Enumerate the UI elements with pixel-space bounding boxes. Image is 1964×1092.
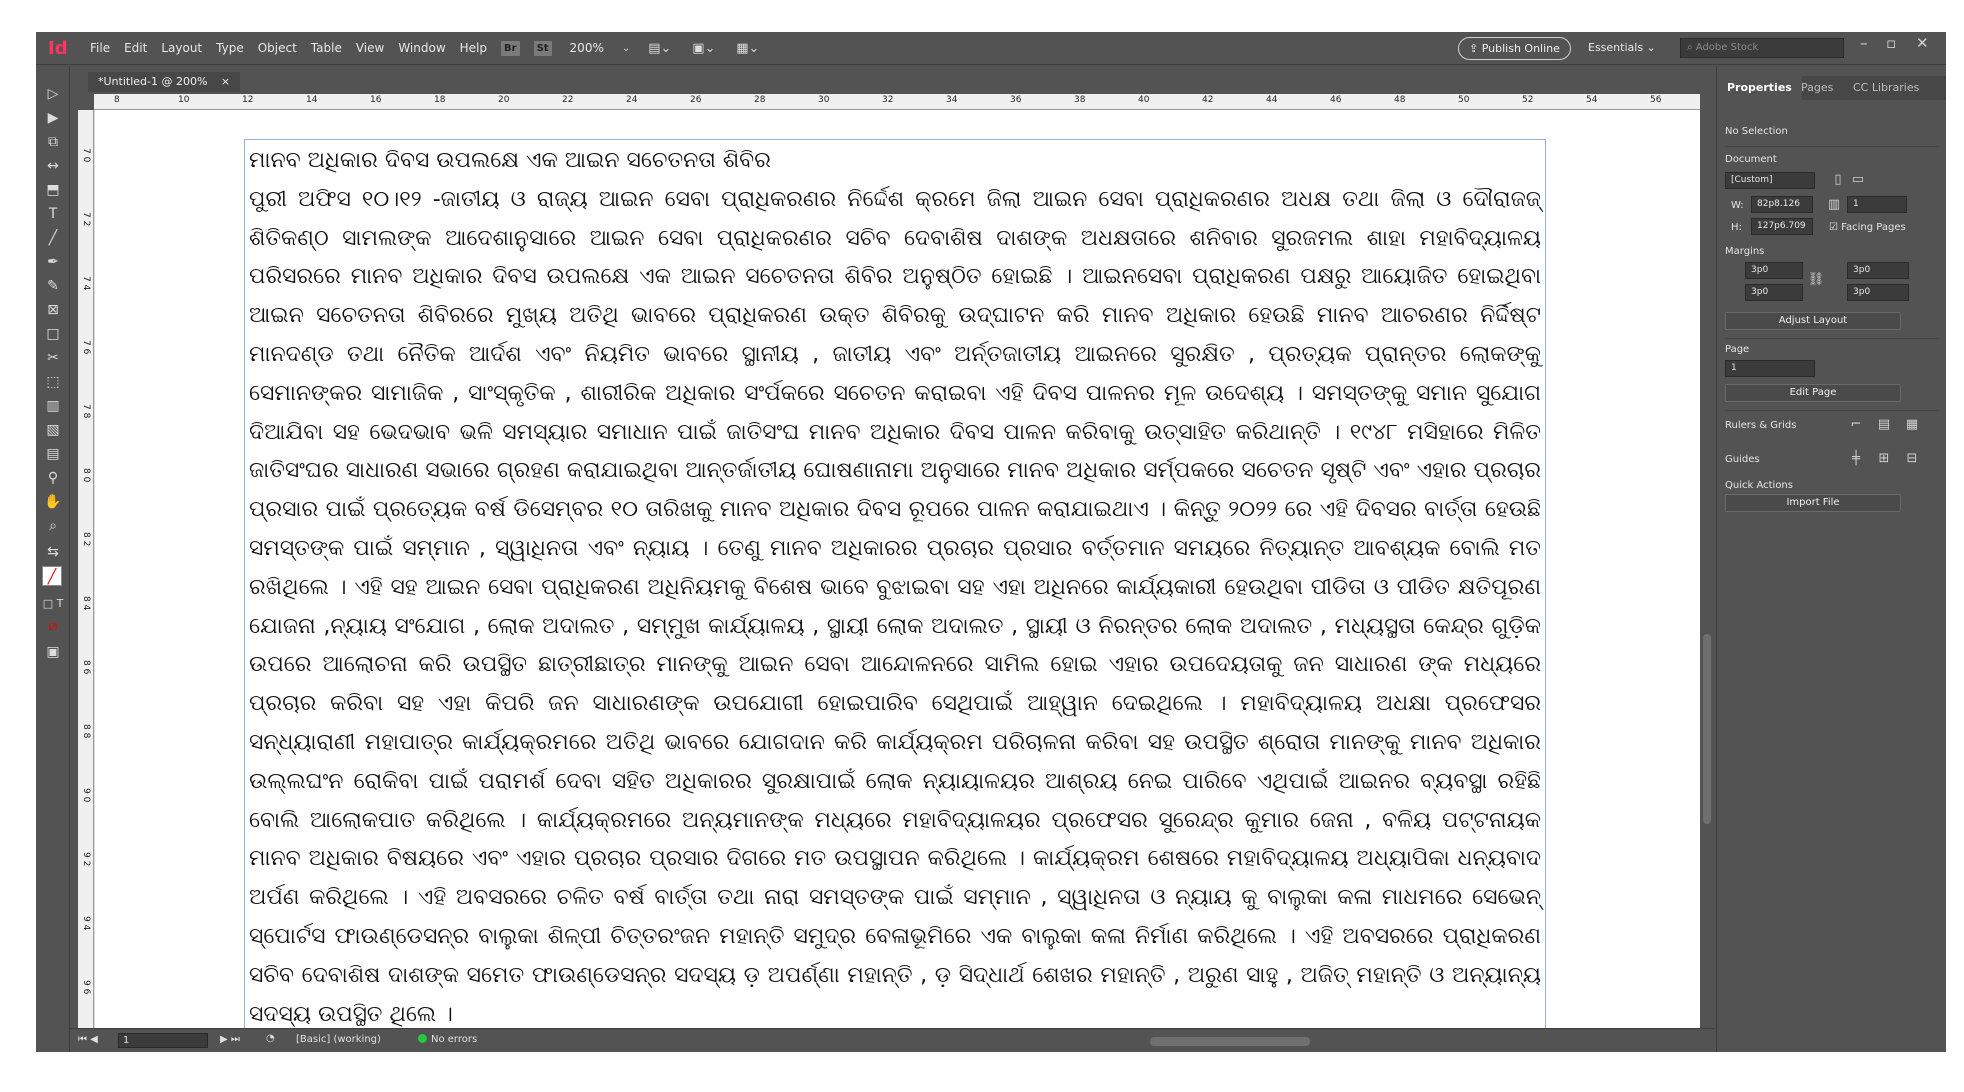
ruler-tick-label: 16: [370, 95, 382, 105]
horizontal-ruler[interactable]: [94, 94, 1700, 110]
screen-mode-icon[interactable]: ▣⌄: [692, 41, 716, 56]
document-grid-icon[interactable]: ▦: [1905, 417, 1919, 432]
publish-online-label: Publish Online: [1481, 42, 1560, 55]
zoom-level[interactable]: 200%: [569, 41, 604, 55]
close-icon[interactable]: ✕: [1916, 34, 1929, 52]
next-page-icon[interactable]: ▶ ⏭: [220, 1034, 240, 1045]
fill-none-swatch-icon[interactable]: ╱: [42, 566, 62, 586]
baseline-grid-icon[interactable]: ▤: [1877, 417, 1891, 432]
page-number-field[interactable]: 1: [118, 1033, 208, 1048]
divider: [1725, 410, 1939, 411]
height-label: H:: [1731, 222, 1742, 233]
ruler-icon[interactable]: ⌐: [1850, 417, 1862, 432]
ruler-tick-label: 20: [498, 95, 510, 105]
panel-tabs: [1717, 76, 1946, 100]
quick-actions-title: Quick Actions: [1725, 480, 1793, 491]
tab-properties[interactable]: Properties: [1717, 76, 1802, 100]
maximize-icon[interactable]: ▫: [1886, 34, 1897, 52]
import-file-button[interactable]: Import File: [1725, 494, 1901, 512]
menu-bar: [36, 32, 1946, 65]
ruler-tick-label: 8: [114, 95, 120, 105]
ruler-tick-label: 42: [1202, 95, 1214, 105]
ruler-tick-label: 12: [242, 95, 254, 105]
ruler-tick-label: 48: [1394, 95, 1406, 105]
menu-file[interactable]: File: [90, 41, 111, 55]
margin-right-field[interactable]: 3p0: [1847, 284, 1909, 301]
line-tool-icon[interactable]: ╱: [48, 230, 58, 246]
selection-status: No Selection: [1725, 126, 1788, 137]
menu-layout[interactable]: Layout: [161, 41, 203, 55]
status-ok-icon: [418, 1034, 427, 1043]
divider: [1725, 338, 1939, 339]
ruler-tick-label: 30: [818, 95, 830, 105]
ruler-tick-label: 32: [882, 95, 894, 105]
menu-object[interactable]: Object: [257, 41, 297, 55]
search-icon: ⌕: [1687, 42, 1696, 53]
width-field[interactable]: 82p8.126: [1751, 196, 1813, 213]
menu-view[interactable]: View: [355, 41, 385, 55]
ruler-tick-label: 8 8: [81, 724, 91, 739]
publish-online-button[interactable]: [1458, 37, 1571, 60]
story-title: ମାନବ ଅଧିକାର ଦିବସ ଉପଲକ୍ଷେ ଏକ ଆଇନ ସଚେତନତା ଶିବିର: [249, 148, 771, 173]
menu-help[interactable]: Help: [459, 41, 487, 55]
ruler-tick-label: 9 4: [81, 916, 91, 931]
content-collector-icon[interactable]: ⬒: [46, 182, 60, 198]
ruler-tick-label: 7 8: [81, 404, 91, 419]
lock-guides-icon[interactable]: ⊟: [1906, 451, 1918, 466]
scrollbar-thumb[interactable]: [1703, 634, 1711, 824]
minimize-icon[interactable]: –: [1860, 34, 1868, 52]
indesign-window: [36, 32, 1946, 1052]
ruler-tick-label: 14: [306, 95, 318, 105]
rectangle-tool-icon[interactable]: □: [46, 326, 60, 342]
ruler-tick-label: 54: [1586, 95, 1598, 105]
ruler-tick-label: 24: [626, 95, 638, 105]
text-frame[interactable]: [244, 139, 1546, 1028]
free-transform-tool-icon[interactable]: ⬚: [46, 374, 60, 390]
zoom-tool-icon[interactable]: ⌕: [49, 518, 57, 534]
checkbox-checked-icon: ☑: [1829, 222, 1842, 233]
swap-fill-stroke-icon[interactable]: ⇆: [47, 544, 59, 560]
formatting-container-icon[interactable]: □ T: [42, 597, 64, 610]
smart-guides-icon[interactable]: ⊞: [1878, 451, 1890, 466]
ruler-tick-label: 7 4: [81, 276, 91, 291]
ruler-tick-label: 8 0: [81, 468, 91, 483]
preflight-icon[interactable]: ◔: [266, 1033, 275, 1044]
pages-count-field[interactable]: 1: [1847, 196, 1907, 213]
hand-tool-icon[interactable]: ✋: [44, 494, 62, 510]
margins-section-title: Margins: [1725, 246, 1765, 257]
rectangle-frame-tool-icon[interactable]: ⊠: [47, 302, 59, 318]
ruler-tick-label: 34: [946, 95, 958, 105]
close-tab-icon[interactable]: ×: [220, 75, 231, 88]
menu-table[interactable]: Table: [310, 41, 342, 55]
document-tab-title: *Untitled-1 @ 200%: [98, 75, 208, 88]
stock-search-input[interactable]: [1680, 38, 1844, 58]
landscape-icon[interactable]: ▭: [1851, 172, 1865, 187]
divider: [1725, 146, 1939, 147]
ruler-tick-label: 8 4: [81, 596, 91, 611]
type-tool-icon[interactable]: T: [48, 206, 58, 222]
apply-none-icon[interactable]: ⧄: [48, 618, 58, 634]
stock-search-placeholder: Adobe Stock: [1695, 42, 1759, 53]
bridge-button[interactable]: Br: [501, 41, 520, 56]
document-tab[interactable]: [88, 72, 240, 92]
app-logo: Id: [48, 37, 68, 59]
horizontal-scrollbar-thumb[interactable]: [1150, 1037, 1310, 1046]
vertical-scrollbar[interactable]: [1700, 94, 1714, 1028]
gradient-swatch-tool-icon[interactable]: ▥: [46, 398, 60, 414]
stock-button[interactable]: St: [534, 41, 552, 56]
share-icon: ⇪: [1469, 42, 1482, 55]
document-preset-select[interactable]: [Custom]: [1725, 172, 1815, 189]
margin-top-field[interactable]: 3p0: [1745, 262, 1803, 279]
margin-bottom-field[interactable]: 3p0: [1745, 284, 1803, 301]
rulers-grids-title: Rulers & Grids: [1725, 420, 1797, 431]
width-label: W:: [1731, 200, 1744, 211]
menu-window[interactable]: Window: [398, 41, 446, 55]
ruler-tick-label: 9 2: [81, 852, 91, 867]
properties-panel: [1716, 66, 1946, 1052]
pages-count-icon: ▥: [1827, 197, 1841, 212]
ruler-tick-label: 8 2: [81, 532, 91, 547]
preflight-status[interactable]: [418, 1034, 477, 1045]
scissors-tool-icon[interactable]: ✂: [47, 350, 59, 366]
tab-cc-libraries[interactable]: CC Libraries: [1853, 81, 1920, 94]
facing-pages-checkbox[interactable]: [1829, 222, 1906, 233]
arrange-documents-icon[interactable]: ▦⌄: [736, 41, 760, 56]
page-section-title: Page: [1725, 344, 1750, 355]
link-margins-icon[interactable]: ⛓: [1807, 272, 1825, 287]
story-body: ପୁରୀ ଅଫିସ ୧୦।୧୨ -ଜାତୀୟ ଓ ରାଜ୍ୟ ଆଇନ ସେବା ପ୍ରାଧିକରଣର ନିର୍ଦ୍ଦେଶ କ୍ରମେ ଜିଲା ଆଇନ ସେବା ପ୍ରାଧିକରଣର ଅଧକ୍ଷ ତଥା ଜିଲା ଓ ଦୌରାଜଜ୍ ଶିତିକଣ୍ଠ ସାମଲଙ୍କ ଆଦେଶାନୁସାରେ ଆଇନ ସେବା ପ୍ରାଧିକରଣର ସଚିବ ଦେବାଶିଷ ଦାଶଙ୍କ ଅଧକ୍ଷତାରେ ଶନିବାର ସୁରଜମଲ ଶାହା ମହାବିଦ୍ୟାଳୟ ପରିସରରେ ମାନବ ଅଧିକାର ଦିବସ ଉପଲକ୍ଷେ ଏକ ଆଇନ ସଚେତନତା ଶିବିର ଅନୁଷ୍ଠିତ ହୋଇଛି । ଆଇନସେବା ପ୍ରାଧିକରଣ ପକ୍ଷରୁ ଆୟୋଜିତ ହୋଇଥିବା ଆଇନ ସଚେତନତା ଶିବିରରେ ମୁଖ୍ୟ ଅତିଥି ଭାବରେ ପ୍ରାଧିକରଣ ଉକ୍ତ ଶିବିରକୁ ଉଦ୍‌ଘାଟନ କରି ମାନବ ଅଧିକାର ହେଉଛି ମାନବ ଆଚରଣର ନିର୍ଦ୍ଦିଷ୍ଟ ମାନଦଣ୍ଡ ତଥା ନୈତିକ ଆର୍ଦଶ ଏବଂ ନିୟମିତ ଭାବରେ ସ୍ଥାନୀୟ , ଜାତୀୟ ଏବଂ ଅର୍ନ୍ତଜାତୀୟ ଆଇନରେ ସୁରକ୍ଷିତ , ପ୍ରତ୍ୟକ ପ୍ରାନ୍ତର ଲୋକଙ୍କୁ ସେମାନଙ୍କର ସାମାଜିକ , ସାଂସ୍କୃତିକ , ଶାରୀରିକ ଅଧିକାର ସଂର୍ପକରେ ସଚେତନ କରାଇବା ଏହି ଦିବସ ପାଳନର ମୂଳ ଉଦେଶ୍ୟ । ସମସ୍ତଙ୍କୁ ସମାନ ସୁଯୋଗ ଦିଆଯିବା ସହ ଭେଦଭାବ ଭଳି ସମସ୍ୟାର ସମାଧାନ ପାଇଁ ଜାତିସଂଘ ମାନବ ଅଧିକାର ଦିବସ ପାଳନ କରିବାକୁ ଉତ୍ସାହିତ କରିଥାନ୍ତି । ୧୯୪୮ ମସିହାରେ ମିଳିତ ଜାତିସଂଘର ସାଧାରଣ ସଭାରେ ଗ୍ରହଣ କରାଯାଇଥିବା ଆନ୍ତର୍ଜାତୀୟ ଘୋଷଣାନାମା ଅନୁସାରେ ମାନବ ଅଧିକାର ସର୍ମ୍ପକରେ ସଚେତନ ସୃଷ୍ଟି ଏବଂ ଏହାର ପ୍ରଚାର ପ୍ରସାର ପାଇଁ ପ୍ରତ୍ୟେକ ବର୍ଷ ଡିସେମ୍ବର ୧୦ ତାରିଖକୁ ମାନବ ଅଧିକାର ଦିବସ ରୂପରେ ପାଳନ କରାଯାଇଥାଏ । କିନ୍ତୁ ୨୦୨୨ ରେ ଏହି ଦିବସର ବାର୍ତ୍ତା ହେଉଛି ସମସ୍ତଙ୍କ ପାଇଁ ସମ୍ମାନ , ସ୍ୱାଧିନତା ଏବଂ ନ୍ୟାୟ । ତେଣୁ ମାନବ ଅଧିକାରର ପ୍ରଚାର ପ୍ରସାର ବର୍ତ୍ତମାନ ସମୟରେ ନିତ୍ୟାନ୍ତ ଆବଶ୍ୟକ ବୋଲି ମତ ରଖିଥିଲେ । ଏହି ସହ ଆଇନ ସେବା ପ୍ରାଧିକରଣ ଅଧିନିୟମକୁ ବିଶେଷ ଭାବେ ବୁଝାଇବା ସହ ଏହା ଅଧିନରେ କାର୍ଯ୍ୟକାରୀ ହେଉଥିବା ପୀଡିତା ଓ ପୀଡିତ କ୍ଷତିପୂରଣ ଯୋଜନା ,ନ୍ୟାୟ ସଂଯୋଗ , ଲୋକ ଅଦାଲତ , ସମ୍ମୁଖ କାର୍ଯ୍ୟାଳୟ , ସ୍ଥାୟୀ ଲୋକ ଅଦାଲତ , ସ୍ଥାୟୀ ଓ ନିରନ୍ତର ଲୋକ ଅଦାଲତ , ମଧ୍ୟସ୍ଥତା କେନ୍ଦ୍ର ଗୁଡ଼ିକ ଉପରେ ଆଲୋଚନା କରି ଉପସ୍ଥିତ ଛାତ୍ରୀଛାତ୍ର ମାନଙ୍କୁ ଆଇନ ସେବା ଆନ୍ଦୋଳନରେ ସାମିଲ ହୋଇ ଏହାର ଉପଦେୟତାକୁ ଜନ ସାଧାରଣ ଙ୍କ ମଧ୍ୟରେ ପ୍ରଚାର କରିବା ସହ ଏହା କିପରି ଜନ ସାଧାରଣଙ୍କ ଉପଯୋଗୀ ହୋଇପାରିବ ସେଥିପାଇଁ ଆହ୍ୱାନ ଦେଇଥିଲେ । ମହାବିଦ୍ୟାଳୟ ଅଧକ୍ଷା ପ୍ରଫେସର ସନ୍ଧ୍ୟାରାଣୀ ମହାପାତ୍ର କାର୍ଯ୍ୟକ୍ରମରେ ଅତିଥି ଭାବରେ ଯୋଗଦାନ କରି କାର୍ଯ୍ୟକ୍ରମ ପରିଚାଳନା କରିବା ସହ ଉପସ୍ଥିତ ଶ୍ରୋତା ମାନଙ୍କୁ ମାନବ ଅଧିକାର ଉଲ୍ଲଘଂନ ରୋକିବା ପାଇଁ ପରାମର୍ଶ ଦେବା ସହିତ ଅଧିକାରର ସୁରକ୍ଷାପାଇଁ ଲୋକ ନ୍ୟାୟାଳୟର ଆଶ୍ରୟ ନେଇ ପାରିବେ ଏଥିପାଇଁ ଆଇନର ବ୍ୟବସ୍ଥା ରହିଛି ବୋଲି ଆଲୋକପାତ କରିଥିଲେ । କାର୍ଯ୍ୟକ୍ରମରେ ଅନ୍ୟମାନଙ୍କ ମଧ୍ୟରେ ମହାବିଦ୍ୟାଳୟର ପ୍ରଫେସର ସୁରେନ୍ଦ୍ର କୁମାର ଜେନା , ବଳିୟ ପଟ୍ଟନାୟକ ମାନବ ଅଧିକାର ବିଷୟରେ ଏବଂ ଏହାର ପ୍ରଚାର ପ୍ରସାର ଦିଗରେ ମତ ଉପସ୍ଥାପନ କରିଥିଲେ । କାର୍ଯ୍ୟକ୍ରମ ଶେଷରେ ମହାବିଦ୍ୟାଳୟ ଅଧ୍ୟାପିକା ଧନ୍ୟବାଦ ଅର୍ପଣ କରିଥିଲେ । ଏହି ଅବସରରେ ଚଳିତ ବର୍ଷ ବାର୍ତ୍ତା ତଥା ନାରା ସମସ୍ତଙ୍କ ପାଇଁ ସମ୍ମାନ , ସ୍ୱାଧିନତା ଓ ନ୍ୟାୟ କୁ ବାଲୁକା କଳା ମାଧମରେ ସେଭେନ୍ ସ୍ପୋର୍ଟସ ଫାଉଣ୍ଡେସନ୍‌ର ବାଲୁକା ଶିଳ୍ପୀ ଚିତ୍ତରଂଜନ ମହାନ୍ତି ସମୁଦ୍ର ବେଳାଭୂମିରେ ଏକ ବାଲୁକା କଳା ନିର୍ମାଣ କରିଥିଲେ । ଏହି ଅବସରରେ ପ୍ରାଧିକରଣ ସଚିବ ଦେବାଶିଷ ଦାଶଙ୍କ ସମେତ ଫାଉଣ୍ଡେସନ୍‌ର ସଦସ୍ୟ ଡ଼ ଅପର୍ଣ୍ଣା ମହାନ୍ତି , ଡ଼ ସିଦ୍ଧାର୍ଥ ଶେଖର ମହାନ୍ତି , ଅରୁଣ ସାହୁ , ଅଜିତ୍ ମହାନ୍ତି ଓ ଅନ୍ୟାନ୍ୟ ସଦସ୍ୟ ଉପସ୍ଥିତ ଥିଲେ ।: [249, 186, 1541, 1027]
note-tool-icon[interactable]: ▤: [46, 446, 60, 462]
pencil-tool-icon[interactable]: ✎: [47, 278, 59, 294]
ruler-tick-label: 7 0: [81, 148, 91, 163]
ruler-tick-label: 18: [434, 95, 446, 105]
height-field[interactable]: 127p6.709: [1751, 218, 1813, 235]
menu-edit[interactable]: Edit: [124, 41, 148, 55]
ruler-tick-label: 38: [1074, 95, 1086, 105]
story-text[interactable]: [249, 142, 1541, 1034]
page-select[interactable]: 1: [1725, 360, 1815, 377]
first-page-icon[interactable]: ⏮ ◀: [78, 1034, 98, 1045]
edit-page-button[interactable]: Edit Page: [1725, 384, 1901, 402]
status-bar: [70, 1028, 1714, 1052]
preflight-profile[interactable]: [Basic] (working): [296, 1034, 381, 1045]
eyedropper-tool-icon[interactable]: ⚲: [47, 470, 59, 486]
ruler-tick-label: 52: [1522, 95, 1534, 105]
screen-mode-normal-icon[interactable]: ▣: [46, 644, 60, 660]
ruler-tick-label: 8 6: [81, 660, 91, 675]
pen-tool-icon[interactable]: ✒: [47, 254, 59, 270]
ruler-tick-label: 9 6: [81, 980, 91, 995]
vertical-ruler[interactable]: [78, 110, 94, 1028]
gradient-feather-tool-icon[interactable]: ▧: [46, 422, 60, 438]
workspace-switcher[interactable]: Essentials ⌄: [1588, 41, 1656, 54]
ruler-tick-label: 7 2: [81, 212, 91, 227]
ruler-tick-label: 36: [1010, 95, 1022, 105]
ruler-tick-label: 56: [1650, 95, 1662, 105]
portrait-icon[interactable]: ▯: [1834, 172, 1842, 187]
chevron-down-icon[interactable]: ⌄: [621, 42, 631, 54]
margin-left-field[interactable]: 3p0: [1847, 262, 1909, 279]
ruler-tick-label: 22: [562, 95, 574, 105]
menu-type[interactable]: Type: [216, 41, 244, 55]
ruler-tick-label: 10: [178, 95, 190, 105]
view-options-icon[interactable]: ▤⌄: [648, 41, 672, 56]
tools-panel: [36, 66, 70, 1052]
ruler-tick-label: 9 0: [81, 788, 91, 803]
preflight-status-label: No errors: [431, 1034, 478, 1045]
adjust-layout-button[interactable]: Adjust Layout: [1725, 312, 1901, 330]
selection-tool-icon[interactable]: ▷: [47, 86, 59, 102]
gap-tool-icon[interactable]: ↔: [47, 158, 59, 174]
direct-selection-tool-icon[interactable]: ▶: [47, 110, 59, 126]
ruler-tick-label: 44: [1266, 95, 1278, 105]
ruler-tick-label: 46: [1330, 95, 1342, 105]
document-section-title: Document: [1725, 154, 1777, 165]
ruler-tick-label: 7 6: [81, 340, 91, 355]
guides-title: Guides: [1725, 454, 1760, 465]
ruler-tick-label: 26: [690, 95, 702, 105]
ruler-tick-label: 50: [1458, 95, 1470, 105]
guides-icon[interactable]: ╪: [1852, 451, 1860, 466]
workspace-label: Essentials: [1588, 41, 1644, 54]
facing-pages-label: Facing Pages: [1841, 222, 1906, 233]
document-canvas[interactable]: [94, 110, 1700, 1028]
ruler-tick-label: 40: [1138, 95, 1150, 105]
tab-pages[interactable]: Pages: [1801, 81, 1834, 94]
ruler-tick-label: 28: [754, 95, 766, 105]
page-tool-icon[interactable]: ⧉: [48, 134, 58, 150]
